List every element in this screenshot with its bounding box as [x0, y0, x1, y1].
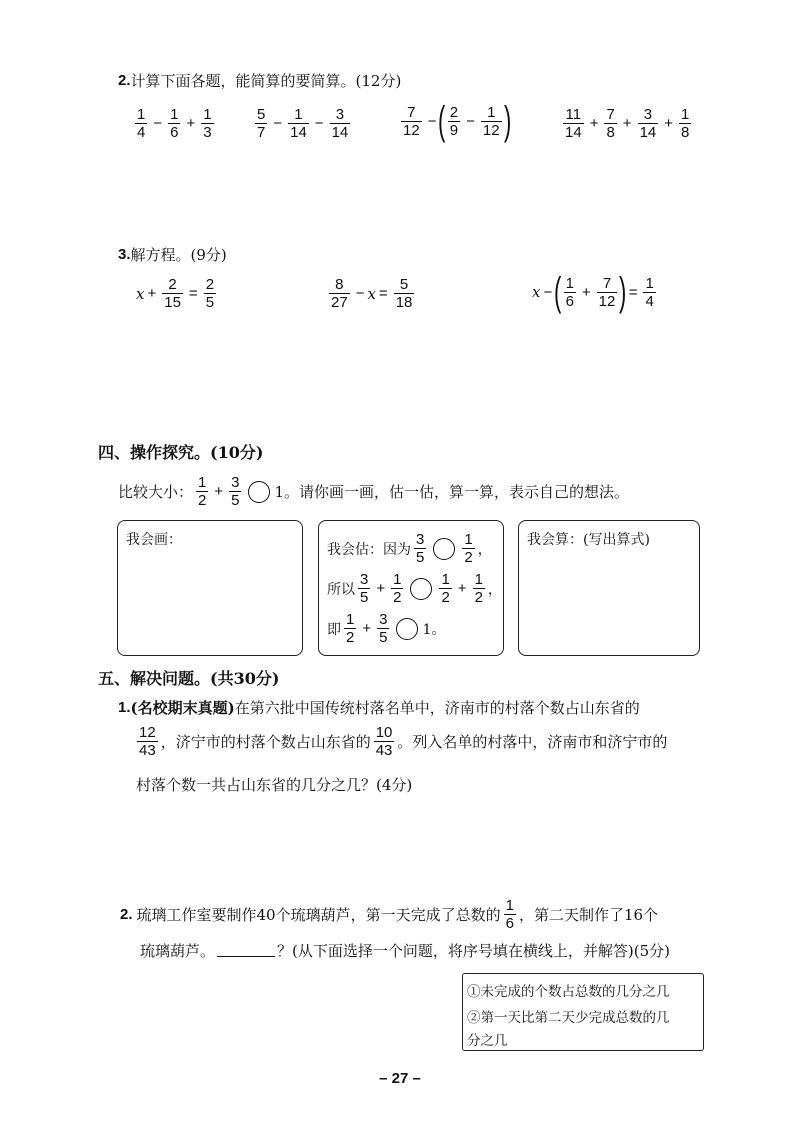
numerator: 2 [449, 103, 459, 121]
numerator: 3 [360, 571, 369, 588]
operator: + [589, 115, 599, 132]
q2-heading [118, 70, 401, 91]
compare-circle[interactable] [248, 481, 270, 503]
numerator: 1 [346, 611, 355, 628]
fraction [504, 897, 516, 932]
problem-1-text: ，济宁市的村落个数占山东省的 [160, 733, 371, 751]
operator: − [466, 112, 475, 130]
problem-1-line-3: 村落个数一共占山东省的几分之几？(4分) [136, 776, 413, 794]
numerator: 1 [441, 571, 450, 588]
numerator: 3 [643, 106, 653, 123]
estimate-suffix: 1。 [422, 621, 446, 638]
numerator: 3 [416, 531, 425, 548]
denominator: 12 [598, 292, 616, 310]
denominator: 2 [464, 549, 473, 566]
denominator: 5 [416, 549, 425, 566]
fraction [394, 276, 415, 311]
denominator: 18 [395, 294, 413, 311]
variable-x: x [367, 284, 376, 303]
q3-equation-2 [326, 276, 417, 311]
operator: + [214, 483, 224, 500]
numerator: 1 [474, 571, 483, 588]
fraction [679, 106, 691, 141]
problem-1-text: 。列入名单的村落中，济南市和济宁市的 [397, 733, 668, 751]
estimate-prefix: 即 [327, 621, 341, 638]
numerator: 2 [168, 276, 177, 293]
fraction [168, 106, 180, 141]
compare-prefix: 比较大小： [118, 483, 194, 501]
draw-box[interactable] [117, 520, 303, 656]
estimate-line-3 [327, 611, 445, 646]
calculate-box-label: 我会算：(写出算式) [527, 532, 650, 548]
numerator: 1 [393, 571, 402, 588]
numerator: 1 [681, 106, 690, 123]
fraction [288, 106, 309, 141]
fraction [255, 106, 267, 141]
denominator: 2 [441, 589, 450, 606]
estimate-prefix: 所以 [327, 581, 355, 598]
denominator: 3 [203, 124, 212, 141]
operator: + [581, 283, 591, 301]
estimate-prefix: 我会估：因为 [327, 541, 411, 558]
denominator: 4 [137, 124, 146, 141]
numerator: 1 [170, 106, 179, 123]
q3-title: 解方程。(9分) [130, 246, 227, 264]
operator: + [147, 285, 157, 302]
variable-x: x [136, 284, 145, 303]
fraction [638, 106, 659, 141]
operator: + [457, 580, 467, 597]
denominator: 27 [331, 294, 348, 311]
q2-expr-1 [132, 106, 217, 141]
left-paren: ( [554, 270, 562, 314]
fraction [162, 276, 183, 311]
right-paren: ) [503, 99, 511, 143]
numerator: 7 [606, 106, 615, 123]
estimate-box[interactable] [318, 520, 504, 656]
fraction [401, 104, 422, 139]
numerator: 1 [198, 474, 207, 491]
denominator: 15 [164, 294, 181, 311]
denominator: 7 [257, 124, 266, 141]
numerator: 3 [379, 611, 388, 628]
fraction [597, 275, 618, 310]
q2-expr-2 [252, 106, 353, 141]
q2-title: 计算下面各题，能简算的要简算。(12分) [130, 72, 402, 90]
denominator: 5 [231, 492, 240, 509]
q3-equation-1 [136, 276, 219, 311]
problem-1-tag: (名校期末真题) [130, 699, 235, 717]
section-4-title: 四、操作探究。(10分) [98, 443, 264, 462]
denominator: 2 [393, 589, 402, 606]
problem-2-text: 琉璃工作室要制作40个琉璃葫芦，第一天完成了总数的 [136, 906, 501, 924]
denominator: 2 [198, 492, 207, 509]
denominator: 14 [565, 124, 582, 141]
fraction [473, 571, 485, 606]
q2-expr-4 [560, 106, 694, 141]
denominator: 8 [681, 124, 690, 141]
q3-number: 3. [118, 246, 131, 263]
denominator: 6 [170, 124, 179, 141]
fraction [330, 106, 351, 141]
option-2-continued: 分之几 [467, 1033, 508, 1049]
fraction [448, 104, 460, 139]
fraction [344, 611, 356, 646]
numerator: 1 [137, 106, 146, 123]
problem-1-number: 1. [118, 699, 131, 716]
numerator: 1 [487, 103, 496, 121]
equals-sign: = [378, 285, 388, 302]
option-1: ①未完成的个数占总数的几分之几 [467, 984, 670, 1000]
numerator: 1 [294, 106, 303, 123]
estimate-circle[interactable] [396, 618, 418, 640]
problem-1-line-2 [134, 724, 667, 759]
numerator: 1 [645, 274, 654, 292]
estimate-line-2 [327, 571, 502, 606]
operator: − [427, 112, 437, 130]
right-paren: ) [619, 270, 627, 314]
comma: ， [487, 581, 502, 598]
fraction [135, 106, 147, 141]
numerator: 8 [335, 276, 344, 293]
denominator: 9 [449, 121, 459, 139]
operator: − [543, 283, 553, 301]
operator: + [362, 620, 372, 637]
denominator: 6 [505, 915, 514, 932]
problem-1-line-1 [118, 697, 640, 718]
fraction [481, 104, 502, 139]
operator: − [153, 115, 163, 132]
operator: − [355, 285, 365, 302]
answer-blank[interactable] [217, 944, 275, 957]
numerator: 5 [257, 106, 266, 123]
denominator: 14 [639, 124, 657, 141]
problem-2-number: 2. [120, 906, 133, 923]
fraction [462, 531, 474, 566]
fraction [358, 571, 370, 606]
fraction [374, 724, 395, 759]
denominator: 43 [375, 742, 393, 759]
q3-equation-3 [532, 272, 659, 312]
denominator: 4 [645, 292, 654, 310]
draw-box-label: 我会画： [126, 532, 182, 548]
denominator: 12 [482, 121, 500, 139]
fraction [137, 724, 158, 759]
variable-x: x [532, 283, 541, 301]
problem-2-text: 琉璃葫芦。 [140, 942, 216, 960]
numerator: 2 [205, 276, 215, 293]
fraction [229, 474, 241, 509]
numerator: 7 [407, 103, 416, 121]
numerator: 3 [231, 474, 240, 491]
compare-prompt [118, 474, 629, 509]
fraction [391, 571, 403, 606]
denominator: 14 [290, 124, 307, 141]
denominator: 12 [403, 121, 420, 139]
q2-number: 2. [118, 72, 131, 89]
option-2: ②第一天比第二天少完成总数的几 [467, 1010, 670, 1026]
denominator: 14 [331, 124, 349, 141]
denominator: 2 [474, 589, 483, 606]
numerator: 1 [505, 897, 514, 914]
equals-sign: = [628, 283, 638, 301]
denominator: 2 [346, 629, 355, 646]
operator: + [622, 115, 632, 132]
q3-heading [118, 244, 227, 265]
estimate-line-1 [327, 531, 492, 566]
options-box [462, 973, 704, 1051]
q2-expr-3 [398, 101, 510, 141]
fraction [414, 531, 426, 566]
fraction [201, 106, 213, 141]
numerator: 5 [399, 276, 409, 293]
problem-2-text: ？(从下面选择一个问题，将序号填在横线上，并解答)(5分) [277, 942, 670, 960]
operator: + [376, 580, 386, 597]
denominator: 5 [379, 629, 388, 646]
problem-2-line-2 [140, 940, 670, 961]
problem-2-text: ，第二天制作了16个 [518, 906, 659, 924]
calculate-box[interactable] [518, 520, 700, 656]
fraction [564, 275, 576, 310]
denominator: 5 [205, 294, 215, 311]
numerator: 10 [375, 724, 393, 741]
compare-suffix: 1。请你画一画，估一估，算一算，表示自己的想法。 [274, 483, 630, 501]
denominator: 6 [565, 292, 574, 310]
denominator: 5 [360, 589, 369, 606]
equals-sign: = [188, 285, 198, 302]
numerator: 1 [565, 274, 574, 292]
fraction [643, 275, 655, 310]
section-5-title: 五、解决问题。(共30分) [98, 669, 280, 688]
denominator: 8 [606, 124, 615, 141]
numerator: 7 [602, 274, 612, 292]
numerator: 3 [335, 106, 345, 123]
fraction [439, 571, 451, 606]
fraction [204, 276, 216, 311]
numerator: 1 [464, 531, 473, 548]
fraction [377, 611, 389, 646]
numerator: 1 [203, 106, 212, 123]
operator: + [186, 115, 196, 132]
fraction [604, 106, 616, 141]
estimate-circle[interactable] [433, 538, 455, 560]
left-paren: ( [438, 99, 446, 143]
denominator: 43 [139, 742, 156, 759]
operator: − [273, 115, 283, 132]
numerator: 11 [565, 106, 582, 123]
comma: ， [477, 541, 492, 558]
operator: − [314, 115, 324, 132]
numerator: 12 [139, 724, 156, 741]
problem-2-line-1 [120, 897, 658, 932]
page-number: – 27 – [379, 1070, 421, 1087]
fraction [329, 276, 350, 311]
fraction [196, 474, 208, 509]
problem-1-text: 在第六批中国传统村落名单中，济南市的村落个数占山东省的 [234, 699, 640, 717]
fraction [563, 106, 584, 141]
estimate-circle[interactable] [410, 578, 432, 600]
operator: + [664, 115, 674, 132]
